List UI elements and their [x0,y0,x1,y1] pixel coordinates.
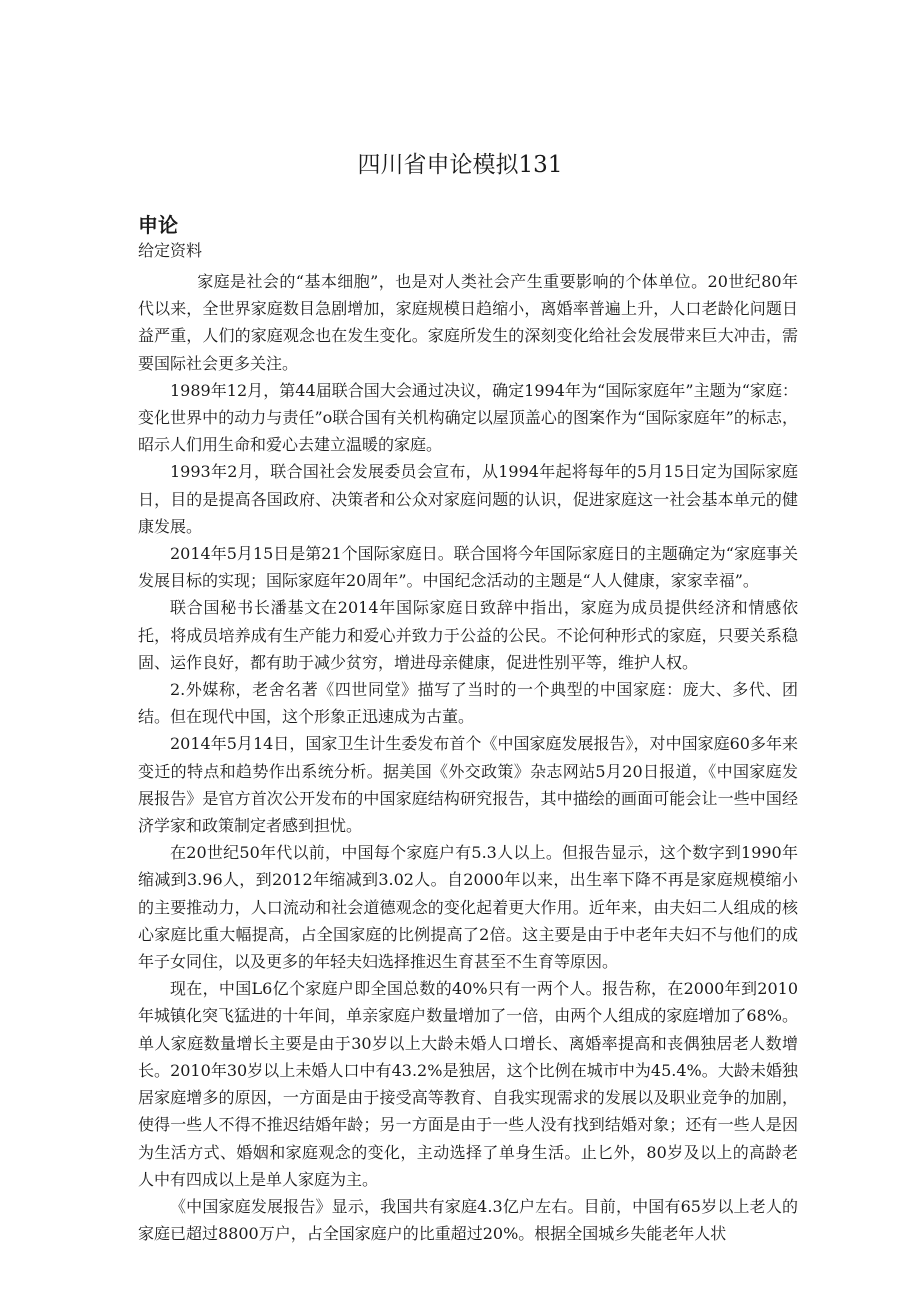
document-title: 四川省申论模拟131 [357,152,563,178]
paragraph: 家庭是社会的“基本细胞”，也是对人类社会产生重要影响的个体单位。20世纪80年代以来，全世界家庭数目急剧增加，家庭规模日趋缩小，离婚率普遍上升，人口老龄化问题日益严重，人们的家庭观念也在发生变化。家庭所发生的深刻变化给社会发展带来巨大冲击，需要国际社会更多关注。 [138,272,798,373]
document-body [138,268,798,1247]
paragraph: 1989年12月，第44届联合国大会通过决议，确定1994年为“国际家庭年”主题为“家庭：变化世界中的动力与责任”o联合国有关机构确定以屋顶盖心的图案作为“国际家庭年”的标志，昭示人们用生命和爱心去建立温暖的家庭。 [138,380,798,455]
paragraph: 2014年5月15日是第21个国际家庭日。联合国将今年国际家庭日的主题确定为“家庭事关发展目标的实现；国际家庭年20周年”。中国纪念活动的主题是“人人健康，家家幸福”。 [138,544,798,591]
paragraph: 《中国家庭发展报告》显示，我国共有家庭4.3亿户左右。目前，中国有65岁以上老人的家庭已超过8800万户，占全国家庭户的比重超过20%。根据全国城乡失能老年人状 [138,1196,798,1244]
section-heading: 申论 [138,213,178,237]
paragraph: 1993年2月，联合国社会发展委员会宣布，从1994年起将每年的5月15日定为国际家庭日，目的是提高各国政府、决策者和公众对家庭问题的认识，促进家庭这一社会基本单元的健康发展。 [138,462,798,536]
section-subtitle: 给定资料 [138,241,203,260]
paragraph: 在20世纪50年代以前，中国每个家庭户有5.3人以上。但报告显示，这个数字到1990年缩减到3.96人，到2012年缩减到3.02人。自2000年以来，出生率下降不再是家庭规模缩小的主要推动力，人口流动和社会道德观念的变化起着更大作用。近年来，由夫妇二人组成的核心家庭比重大幅提高，占全国家庭的比例提高了2倍。这主要是由于中老年夫妇不与他们的成年子女同住，以及更多的年轻夫妇选择推迟生育甚至不生育等原因。 [138,843,798,972]
paragraph: 2014年5月14日，国家卫生计生委发布首个《中国家庭发展报告》，对中国家庭60多年来变迁的特点和趋势作出系统分析。据美国《外交政策》杂志网站5月20日报道，《中国家庭发展报告》是官方首次公开发布的中国家庭结构研究报告，其中描绘的画面可能会让一些中国经济学家和政策制定者感到担忧。 [138,734,798,836]
paragraph: 2.外媒称，老舍名著《四世同堂》描写了当时的一个典型的中国家庭：庞大、多代、团结。但在现代中国，这个形象正迅速成为古董。 [138,680,798,727]
paragraph: 现在，中国L6亿个家庭户即全国总数的40%只有一两个人。报告称，在2000年到2010年城镇化突飞猛进的十年间，单亲家庭户数量增加了一倍，由两个人组成的家庭增加了68%。单人家庭数量增长主要是由于30岁以上大龄未婚人口增长、离婚率提高和丧偶独居老人数增长。2010年30岁以上未婚人口中有43.2%是独居，这个比例在城市中为45.4%。大龄未婚独居家庭增多的原因，一方面是由于接受高等教育、自我实现需求的发展以及职业竞争的加剧，使得一些人不得不推迟结婚年龄；另一方面是由于一些人没有找到结婚对象；还有一些人是因为生活方式、婚姻和家庭观念的变化，主动选择了单身生活。止匕外，80岁及以上的高龄老人中有四成以上是单人家庭为主。 [138,979,798,1189]
paragraph: 联合国秘书长潘基文在2014年国际家庭日致辞中指出，家庭为成员提供经济和情感依托，将成员培养成有生产能力和爱心并致力于公益的公民。不论何种形式的家庭，只要关系稳固、运作良好，都有助于减少贫穷，增进母亲健康，促进性别平等，维护人权。 [138,598,798,672]
